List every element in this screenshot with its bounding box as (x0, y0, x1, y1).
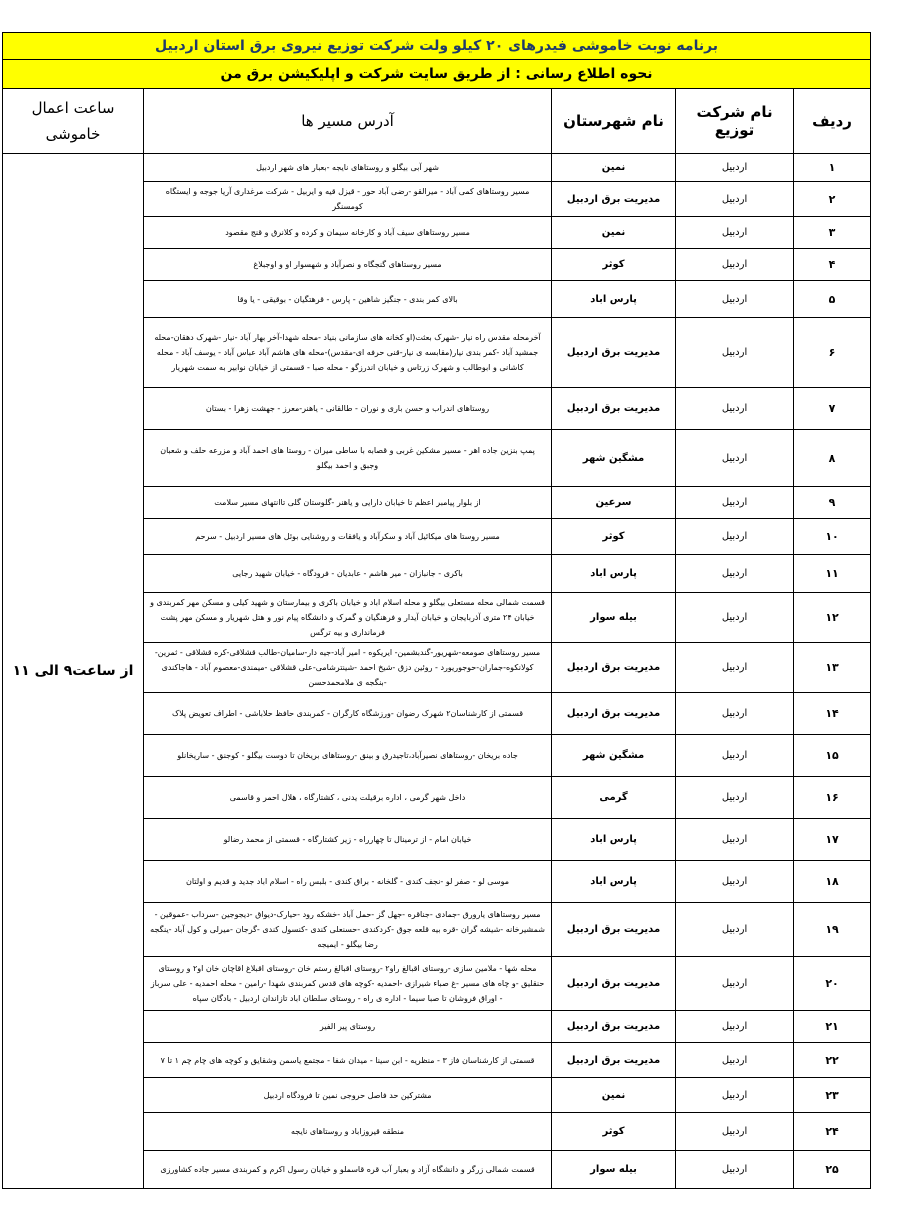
row-company: اردبیل (676, 957, 794, 1011)
outage-schedule-sheet (2, 32, 870, 1189)
row-city: مدیریت برق اردبیل (552, 182, 676, 217)
row-company: اردبیل (676, 1011, 794, 1043)
row-index: ۱۹ (794, 903, 871, 957)
row-address: جاده بریخان -روستاهای نصیرآباد،تاجیدرق و بینق -روستاهای بریخان تا دوست بیگلو - کوجنق - ساریخانلو (144, 735, 552, 777)
row-city: کوثر (552, 249, 676, 281)
row-index: ۸ (794, 430, 871, 487)
row-index: ۱۱ (794, 555, 871, 593)
row-company: اردبیل (676, 388, 794, 430)
row-city: مدیریت برق اردبیل (552, 318, 676, 388)
row-company: اردبیل (676, 861, 794, 903)
table-row (3, 154, 871, 182)
row-company: اردبیل (676, 1151, 794, 1189)
row-company: اردبیل (676, 777, 794, 819)
row-address: مسیر روستاهای یارورق -جمادی -جناقره -جهل گز -حمل آباد -خشکه رود -حیارک-دیواق -دیجوجین -سرداب -عموقین - شمشیرخانه -شیشه گران -قره بیه قلعه جوق -کردکندی -حسنعلی کندی -کنسول کندی -گرجان -میرلی و کول آباد -ینگجه رضا بیگلو - ایمیجه (144, 903, 552, 957)
row-index: ۱۰ (794, 519, 871, 555)
row-index: ۴ (794, 249, 871, 281)
header-city: نام شهرستان (552, 89, 676, 154)
row-company: اردبیل (676, 154, 794, 182)
row-address: خیابان امام - از ترمینال تا چهارراه - زیر کشتارگاه - قسمتی از محمد رضالو (144, 819, 552, 861)
row-city: نمین (552, 1078, 676, 1113)
page-title: برنامه نوبت خاموشی فیدرهای ۲۰ کیلو ولت شرکت توزیع نیروی برق استان اردبیل (3, 33, 871, 60)
row-address: روستای پیر الفیر (144, 1011, 552, 1043)
row-city: کوثر (552, 1113, 676, 1151)
row-company: اردبیل (676, 318, 794, 388)
row-city: گرمی (552, 777, 676, 819)
row-address: قسمتی از کارشناسان فاز ۳ - منظریه - ابن سینا - میدان شفا - مجتمع یاسمن وشقایق و کوچه های چام چم ۱ تا ۷ (144, 1043, 552, 1078)
row-company: اردبیل (676, 693, 794, 735)
row-city: نمین (552, 217, 676, 249)
row-city: مدیریت برق اردبیل (552, 903, 676, 957)
row-index: ۲۳ (794, 1078, 871, 1113)
row-index: ۹ (794, 487, 871, 519)
row-company: اردبیل (676, 281, 794, 318)
row-company: اردبیل (676, 593, 794, 643)
row-address: مسیر روستاهای صومعه-شهریور-گندبشمین- ایریکوه - امیر آباد-جیه دار-سامیان-طالب قشلاقی-کره قشلاقی - ثمرین-کولانکوه-جماران-حوجوریورد - روئین دزق -شیخ احمد -شینترشامی-علی قشلاقی -میمندی-معصوم آباد - هاجاکندی -بنگجه ی ملامحمدحسن (144, 643, 552, 693)
row-company: اردبیل (676, 735, 794, 777)
row-city: پارس اباد (552, 861, 676, 903)
row-index: ۷ (794, 388, 871, 430)
header-index: ردیف (794, 89, 871, 154)
row-address: از بلوار پیامبر اعظم تا خیابان دارایی و یاهنر -گلوستان گلی تاانتهای مسیر سلامت (144, 487, 552, 519)
row-address: قسمت شمالی محله مستعلی بیگلو و محله اسلام اباد و خیابان باکری و بیمارستان و شهید کیلی و مسکن مهر کمربندی و خیابان ۲۴ متری آذربایجان و خیابان آیدار و فرهنگیان و گمرک و دانشگاه پیام نور و هتل شهریار و مسکن مهر پشت فرمانداری و بیه ترگس (144, 593, 552, 643)
row-address: روستاهای اندراب و حسن باری و نوران - طالقانی - یاهنر-معرز - جهشت زهرا - بستان (144, 388, 552, 430)
row-city: مدیریت برق اردبیل (552, 643, 676, 693)
row-address: مسیر روستاهای گنجگاه و نصرآباد و شهسوار او و اوجبلاغ (144, 249, 552, 281)
row-city: پارس اباد (552, 819, 676, 861)
header-row (3, 89, 871, 154)
row-city: مدیریت برق اردبیل (552, 957, 676, 1011)
row-index: ۵ (794, 281, 871, 318)
row-address: موسی لو - صفر لو -نجف کندی - گلخانه - براق کندی - بلبس راه - اسلام اباد جدید و قدیم و اولتان (144, 861, 552, 903)
notice-row (3, 60, 871, 89)
row-address: داخل شهر گرمی ، اداره برقیلت یدنی ، کشتارگاه ، هلال احمر و قاسمی (144, 777, 552, 819)
row-company: اردبیل (676, 430, 794, 487)
row-address: بالای کمر بندی - جنگیز شاهین - پارس - قرهتگیان - بوقیقی - یا وقا (144, 281, 552, 318)
row-city: سرعین (552, 487, 676, 519)
row-company: اردبیل (676, 249, 794, 281)
row-city: مدیریت برق اردبیل (552, 1011, 676, 1043)
row-index: ۲۱ (794, 1011, 871, 1043)
row-index: ۲۴ (794, 1113, 871, 1151)
row-city: مشگین شهر (552, 735, 676, 777)
row-city: مدیریت برق اردبیل (552, 388, 676, 430)
row-company: اردبیل (676, 1078, 794, 1113)
header-time (3, 89, 144, 154)
row-company: اردبیل (676, 182, 794, 217)
row-city: نمین (552, 154, 676, 182)
row-city: مشگین شهر (552, 430, 676, 487)
row-company: اردبیل (676, 217, 794, 249)
row-address: مشترکین حد فاصل حروجی نمین تا فرودگاه اردبیل (144, 1078, 552, 1113)
header-company: نام شرکت توزیع (676, 89, 794, 154)
header-time-line1: ساعت اعمال (31, 99, 115, 117)
notice-text: نحوه اطلاع رسانی : از طریق سایت شرکت و اپلیکیشن برق من (3, 60, 871, 89)
row-address: مسیر روستاهای سیف آباد و کارخانه سیمان و کرده و کلانرق و قنج مقصود (144, 217, 552, 249)
row-address: مسیر روستا های میکائیل آباد و سکرآباد و یافقات و روشنایی بوئل های مسیر اردبیل - سرحم (144, 519, 552, 555)
row-city: مدیریت برق اردبیل (552, 1043, 676, 1078)
title-row (3, 33, 871, 60)
row-address: باکری - جانبازان - میر هاشم - عابدیان - فرودگاه - خیابان شهید رجایی (144, 555, 552, 593)
row-address: آخرمحله مقدس راه نیار -شهرک بعثت(او کخانه های سازمانی بنیاد -محله شهدا-آخر بهار آباد -نیار -شهرک دهقان-محله جمشید آباد -کمر بندی نیار(مقابسه ی نیار-قنی حرفه ای-مقدس)-محله های هاشم آباد عباس آباد - یوسف آباد - محله کاشانی و ابوطالب و شهرک زرتاس و خیابان اندرزگو - محله صبا - قسمتی از خیابان نوابیر به سمت شهریار (144, 318, 552, 388)
row-index: ۳ (794, 217, 871, 249)
row-city: کوثر (552, 519, 676, 555)
row-index: ۱ (794, 154, 871, 182)
row-index: ۱۵ (794, 735, 871, 777)
row-city: پارس اباد (552, 555, 676, 593)
row-address: محله شها - ملامین سازی -روستای اقبالغ راو۲ -روستای اقبالغ رستم خان -روستای اقبلاغ اقاچان خان او۲ و روستای حنقلیق -و چاه های مسیر -غ صباء شیرازی -احمدیه -کوچه های قدس کمربندی شهدا -رامین - محله احمدیه - علی سرباز - اوراق فروشان تا صبا سیما - اداره ی راه - روستای سلطان اباد تازاندان اردبیل - بادگان سپاه (144, 957, 552, 1011)
header-time-line2: خاموشی (45, 125, 101, 143)
row-index: ۱۶ (794, 777, 871, 819)
row-address: پمپ بنزین جاده اهر - مسیر مشکین غربی و قصابه با ساطی میران - روستا های احمد آباد و مزرعه حلف و شعبان وجبق و احمد بیگلو (144, 430, 552, 487)
row-index: ۱۸ (794, 861, 871, 903)
row-index: ۶ (794, 318, 871, 388)
row-address: شهر آبی بیگلو و روستاهای نایجه -بعبار های شهر اردبیل (144, 154, 552, 182)
row-index: ۱۷ (794, 819, 871, 861)
row-index: ۱۴ (794, 693, 871, 735)
row-city: مدیریت برق اردبیل (552, 693, 676, 735)
row-index: ۲۲ (794, 1043, 871, 1078)
row-city: پارس اباد (552, 281, 676, 318)
row-index: ۲۰ (794, 957, 871, 1011)
outage-hours-cell: از ساعت۹ الی ۱۱ (3, 154, 144, 1189)
row-index: ۱۲ (794, 593, 871, 643)
row-company: اردبیل (676, 903, 794, 957)
row-company: اردبیل (676, 555, 794, 593)
row-index: ۱۳ (794, 643, 871, 693)
row-city: بیله سوار (552, 1151, 676, 1189)
row-company: اردبیل (676, 819, 794, 861)
row-company: اردبیل (676, 1113, 794, 1151)
row-index: ۲۵ (794, 1151, 871, 1189)
schedule-table (2, 32, 871, 1189)
header-address: آدرس مسیر ها (144, 89, 552, 154)
row-address: مسیر روستاهای کمی آباد - میرالقو -رضی آباد حور - قیزل قیه و ایربیل - شرکت مرغداری آریا جوجه و ایستگاه کومسنگر (144, 182, 552, 217)
row-index: ۲ (794, 182, 871, 217)
row-city: بیله سوار (552, 593, 676, 643)
row-company: اردبیل (676, 487, 794, 519)
row-address: قسمتی از کارشناسان۲ شهرک رضوان -ورزشگاه کارگران - کمربندی حافظ حلاباشی - اطراف تعویض پلاک (144, 693, 552, 735)
row-company: اردبیل (676, 643, 794, 693)
row-address: منطقه قیروزاباد و روستاهای نایجه (144, 1113, 552, 1151)
row-company: اردبیل (676, 519, 794, 555)
row-company: اردبیل (676, 1043, 794, 1078)
row-address: قسمت شمالی زرگر و دانشگاه آزاد و بعبار آب قره قاسملو و خیابان رسول اکرم و کمربندی مسیر جاده کشاورزی (144, 1151, 552, 1189)
